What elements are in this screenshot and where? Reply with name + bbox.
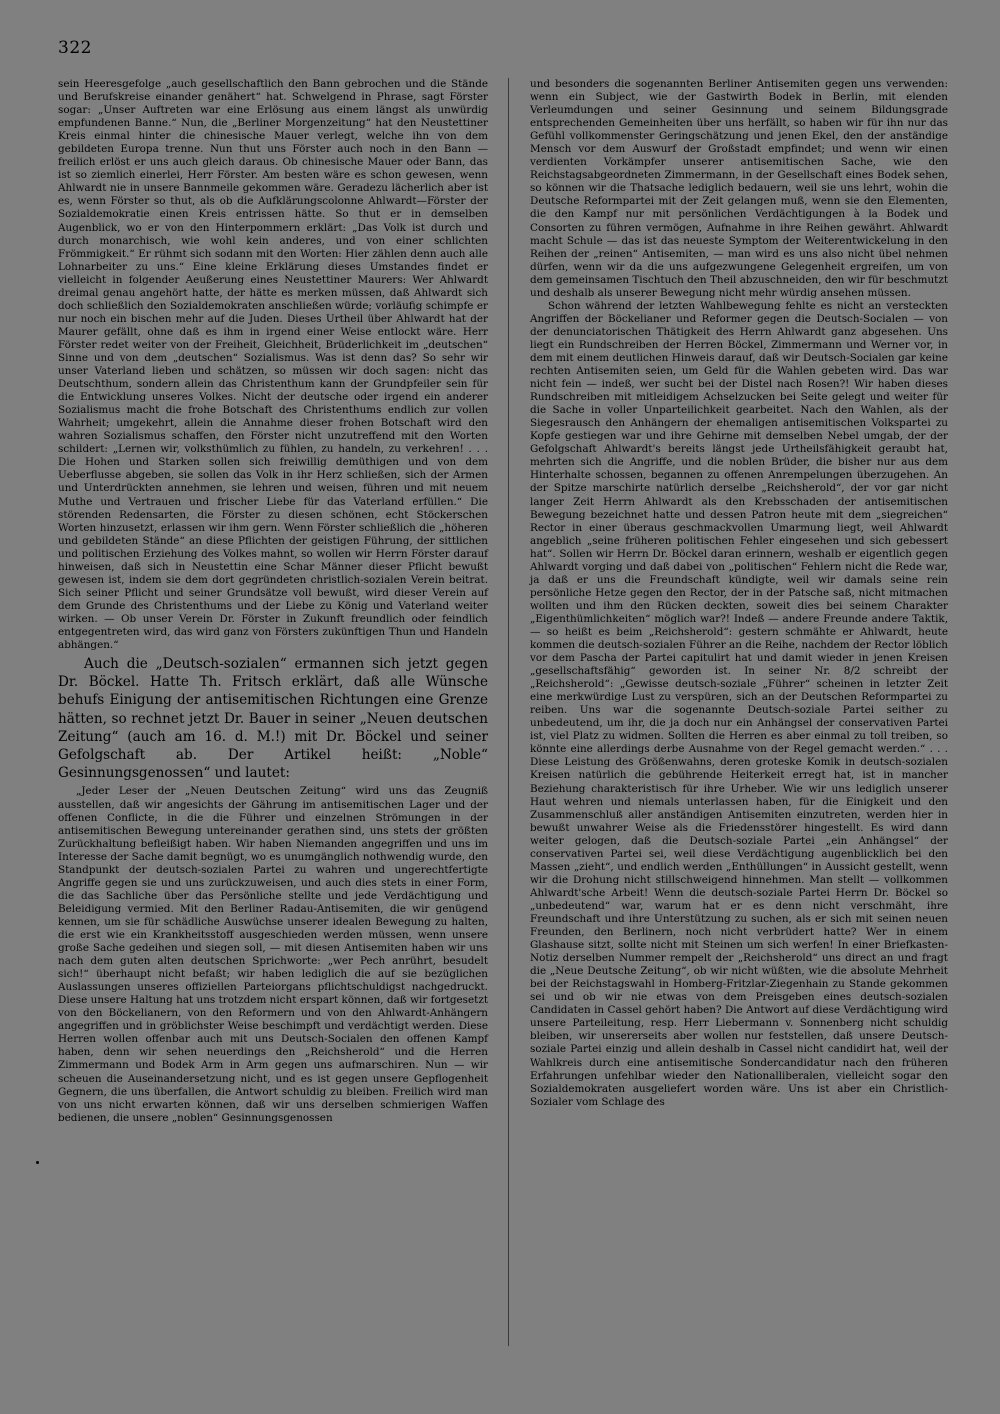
- quote-paragraph: „Jeder Leser der „Neuen Deutschen Zeitung“ wird uns das Zeugniß ausstellen, daß wir angesichts der Gährung im antisemitischen Lager und der offenen Conflicte, in die die Führer und einzelnen Strömungen in der antisemitischen Bewegung untereinander gerathen sind, uns stets der größten Zurückhaltung befleißigt haben. Wir haben Niemanden angegriffen und uns im Interesse der Sache damit begnügt, wo es unumgänglich nothwendig wurde, den Standpunkt der deutsch-sozialen Partei zu wahren und ungerechtfertigte Angriffe gegen sie und uns zurückzuweisen, und auch dies stets in einer Form, die das Sachliche über das Persönliche stellte und jede Verdächtigung und Beleidigung vermied. Mit den Berliner Radau-Antisemiten, die wir genügend kennen, um sie für schädliche Auswüchse unserer idealen Bewegung zu halten, die erst wie ein Krankheitsstoff ausgeschieden werden müssen, wenn unsere große Sache gedeihen und siegen soll, — mit diesen Antisemiten haben wir uns nach dem guten alten deutschen Sprichworte: „wer Pech anrührt, besudelt sich!“ überhaupt nicht befaßt; wir haben lediglich die auf sie bezüglichen Auslassungen unseres offiziellen Parteiorgans pflichtschuldigst nachgedruckt. Diese unsere Haltung hat uns trotzdem nicht erspart können, daß wir fortgesetzt von den Böckelianern, von den Reformern und von den Ahlwardt-Anhängern angegriffen und in gröblichster Weise beschimpft und verdächtigt werden. Diese Herren wollen offenbar auch mit uns Deutsch-Socialen den offenen Kampf haben, denn wir sehen neuerdings den „Reichsherold“ und die Herren Zimmermann und Bodek Arm in Arm gegen uns aufmarschiren. Nun — wir scheuen die Auseinandersetzung nicht, und es ist gegen unsere Gepflogenheit Gegnern, die uns überfallen, die Antwort schuldig zu bleiben. Freilich wird man von uns nicht erwarten können, daß wir uns derselben schmierigen Waffen bedienen, die unsere „noblen“ Gesinnungsgenossen: [58, 785, 488, 1124]
- right-column: [530, 78, 948, 1109]
- left-paragraph-1: sein Heeresgefolge „auch gesellschaftlich den Bann gebrochen und die Stände und Berufskreise einander genähert“ hat. Schwelgend in Phrase, sagt Förster sogar: „Unser Auftreten war eine Erlösung aus einem längst als unwürdig empfundenen Banne.“ Nun, die „Berliner Morgenzeitung“ hat den Neustettiner Kreis einmal hinter die chinesische Mauer verlegt, welche ihn von dem gebildeten Europa trenne. Nun thut uns Förster auch noch in den Bann — freilich erlöst er uns auch gleich daraus. Ob chinesische Mauer oder Bann, das ist so ziemlich einerlei, Herr Förster. Am besten wäre es schon gewesen, wenn Ahlwardt nie in unsere Bannmeile gekommen wäre. Geradezu lächerlich aber ist es, wenn Förster so thut, als ob die Aufklärungscolonne Ahlwardt—Förster der Sozialdemokratie einen Kreis entrissen hätte. So thut er in demselben Augenblick, wo er von den Hinterpommern erklärt: „Das Volk ist durch und durch monarchisch, wie wohl kein anderes, und von einer schlichten Frömmigkeit.“ Er rühmt sich sodann mit den Worten: Hier zählen denn auch alle Lohnarbeiter zu uns.“ Eine kleine Erklärung dieses Umstandes findet er vielleicht in folgender Aeußerung eines Neustettiner Maurers: Wer Ahlwardt dreimal genau angehört hatte, der hätte es merken müssen, daß Ahlwardt sich doch schließlich den Sozialdemokraten anschließen würde; vorläufig schimpfe er nur noch ein bischen mehr auf die Juden. Dieses Urtheil über Ahlwardt hat der Maurer gefällt, ohne daß es ihm in irgend einer Weise entlockt wäre. Herr Förster redet weiter von der Freiheit, Gleichheit, Brüderlichkeit im „deutschen“ Sinne und von dem „deutschen“ Sozialismus. Was ist denn das? So sehr wir unser Vaterland lieben und schätzen, so müssen wir doch sagen: nicht das Deutschthum, sondern allein das Christenthum kann der Grundpfeiler sein für die Entwicklung unseres Volkes. Nicht der deutsche oder irgend ein anderer Sozialismus macht die frohe Botschaft des Christenthums endlich zur vollen Wahrheit; umgekehrt, allein die Annahme dieser frohen Botschaft wird den wahren Sozialismus schaffen, den Förster nicht unzutreffend mit den Worten schildert: „Lernen wir, volksthümlich zu fühlen, zu handeln, zu verkehren! . . . Die Hohen und Starken sollen sich freiwillig demüthigen und von dem Ueberflusse abgeben, sie sollen das Volk in ihr Herz schließen, sich der Armen und Unterdrückten annehmen, sie lehren und weisen, führen und mit neuem Muthe und Vertrauen und frischer Liebe für das Vaterland erfüllen.“ Die störenden Redensarten, die Förster zu diesen schönen, echt Stöckerschen Worten hinzusetzt, erlassen wir ihm gern. Wenn Förster schließlich die „höheren und gebildeten Stände“ an diese Pflichten der geistigen Führung, der sittlichen und politischen Erziehung des Volkes mahnt, so wollen wir Herrn Förster darauf hinweisen, daß sich in Neustettin eine Schar Männer dieser Pflicht bewußt gewesen ist, indem sie dem dort gegründeten christlich-sozialen Verein beitrat. Sich seiner Pflicht und seiner Grundsätze voll bewußt, wird dieser Verein auf dem Grunde des Christenthums und der Liebe zu König und Vaterland weiter wirken. — Ob unser Verein Dr. Förster in Zukunft freundlich oder feindlich entgegentreten wird, das wird ganz von Försters zukünftigen Thun und Handeln abhängen.“: [58, 78, 488, 652]
- right-paragraph-2: Schon während der letzten Wahlbewegung fehlte es nicht an versteckten Angriffen der Böckelianer und Reformer gegen die Deutsch-Socialen — von der denunciatorischen Thätigkeit des Herrn Ahlwardt ganz abgesehen. Uns liegt ein Rundschreiben der Herren Böckel, Zimmermann und Werner vor, in dem mit einem deutlichen Hinweis darauf, daß wir Deutsch-Socialen gar keine rechten Antisemiten seien, um Geld für die Wahlen gebeten wird. Das war nicht fein — indeß, wer sucht bei der Distel nach Rosen?! Wir haben dieses Rundschreiben mit mitleidigem Achselzucken bei Seite gelegt und weiter für die Sache in voller Unparteilichkeit gearbeitet. Nach den Wahlen, als der Siegesrausch den Anhängern der ehemaligen antisemitischen Volkspartei zu Kopfe gestiegen war und ihre Gehirne mit demselben Nebel umgab, der der Gefolgschaft Ahlwardt's bereits längst jede Urtheilsfähigkeit geraubt hat, mehrten sich die Angriffe, und die noblen Brüder, die bisher nur aus dem Hinterhalte schossen, begannen zu offenen Anrempelungen überzugehen. An der Spitze marschirte natürlich derselbe „Reichsherold“, der vor gar nicht langer Zeit Herrn Ahlwardt als den Krebsschaden der antisemitischen Bewegung bezeichnet hatte und dessen Patron heute mit dem „siegreichen“ Rector in einer überaus geschmackvollen Umarmung liegt, weil Ahlwardt angeblich „seine früheren politischen Fehler eingesehen und sich gebessert hat“. Sollen wir Herrn Dr. Böckel daran erinnern, weshalb er eigentlich gegen Ahlwardt vorging und daß dabei von „politischen“ Fehlern nicht die Rede war, ja daß er uns die Freundschaft kündigte, weil wir damals seine rein persönliche Hetze gegen den Rector, der in der Patsche saß, nicht mitmachen wollten und ihm den Rücken deckten, soweit dies bei seinem Charakter „Eigenthümlichkeiten“ möglich war?! Indeß — andere Freunde andere Taktik, — so heißt es beim „Reichsherold“: gestern schmähte er Ahlwardt, heute kommen die deutsch-sozialen Führer an die Reihe, nachdem der Rector löblich vor dem Pascha der Partei capitulirt hat und damit wieder in jenen Kreisen „gesellschaftsfähig“ geworden ist. In seiner Nr. 8/2 schreibt der „Reichsherold“: „Gewisse deutsch-soziale „Führer“ scheinen in letzter Zeit eine merkwürdige Lust zu verspüren, sich an der Deutschen Reformpartei zu reiben. Uns war die sogenannte Deutsch-soziale Partei seither zu unbedeutend, um ihr, die ja doch nur ein Anhängsel der conservativen Partei ist, viel Platz zu widmen. Sollten die Herren es aber einmal zu toll treiben, so könnte eine allerdings derbe Ausnahme von der Regel gemacht werden.“ . . . Diese Leistung des Größenwahns, deren groteske Komik in deutsch-sozialen Kreisen natürlich die gebührende Heiterkeit erregt hat, ist in mancher Beziehung charakteristisch für ihre Urheber. Wie wir uns lediglich unserer Haut wehren und niemals unterlassen haben, für die Einigkeit und den Zusammenschluß aller anständigen Antisemiten einzutreten, werden hier in bewußt unwahrer Weise als die Friedensstörer hingestellt. Es wird dann weiter gelogen, daß die Deutsch-soziale Partei „ein Anhängsel“ der conservativen Partei sei, weil diese Verdächtigung augenblicklich bei den Massen „zieht“, und endlich werden „Enthüllungen“ in Aussicht gestellt, wenn wir die Drohung nicht stillschweigend hinnehmen. Man stellt — vollkommen Ahlwardt'sche Arbeit! Wenn die deutsch-soziale Partei Herrn Dr. Böckel so „unbedeutend“ war, warum hat er es denn nicht verschmäht, ihre Freundschaft und ihre Unterstützung zu suchen, als er sich mit seinen neuen Freunden, den Berlinern, noch nicht verbrüdert hatte? Wer in einem Glashause sitzt, sollte nicht mit Steinen um sich werfen! In einer Briefkasten-Notiz derselben Nummer rempelt der „Reichsherold“ uns direct an und fragt die „Neue Deutsche Zeitung“, ob wir nicht wüßten, wie die absolute Mehrheit bei der Reichstagswahl in Homberg-Fritzlar-Ziegenhain zu Stande gekommen sei und ob wir nie etwas von dem Preisgeben eines deutsch-sozialen Candidaten in Cassel gehört haben? Die Antwort auf diese Verdächtigung wird unsere Parteileitung, resp. Herr Liebermann v. Sonnenberg nicht schuldig bleiben, wir unsererseits aber wollen nur feststellen, daß unsere Deutsch-soziale Partei einzig und allein deshalb in Cassel nicht candidirt hat, weil der Wahlkreis durch eine antisemitische Sondercandidatur nach den früheren Erfahrungen unfehlbar wieder den Nationalliberalen, vielleicht sogar den Sozialdemokraten ausgeliefert worden wäre. Uns ist aber ein Christlich-Sozialer vom Schlage des: [530, 299, 948, 1108]
- left-column: [58, 78, 488, 1125]
- right-paragraph-1: und besonders die sogenannten Berliner Antisemiten gegen uns verwenden: wenn ein Subject, wie der Gastwirth Bodek in Berlin, mit elenden Verleumdungen und seiner Gesinnung und seinem Bildungsgrade entsprechenden Gemeinheiten über uns herfällt, so haben wir für ihn nur das Gefühl vollkommenster Geringschätzung und jenen Ekel, den der anständige Mensch vor dem Auswurf der Großstadt empfindet; und wenn wir einen verdienten Vorkämpfer unserer antisemitischen Sache, wie den Reichstagsabgeordneten Zimmermann, in der Gesellschaft eines Bodek sehen, so können wir die Thatsache lediglich bedauern, weil sie uns lehrt, wohin die Deutsche Reformpartei mit der Zeit gelangen muß, wenn sie den Elementen, die den Kampf nur mit persönlichen Verdächtigungen à la Bodek und Consorten zu führen vermögen, Aufnahme in ihre Reihen gewährt. Ahlwardt macht Schule — das ist das neueste Symptom der Weiterentwickelung in den Reihen der „reinen“ Antisemiten, — man wird es uns also nicht übel nehmen dürfen, wenn wir da die uns aufgezwungene Gelegenheit ergreifen, um von dem gemeinsamen Tischtuch den Theil abzuschneiden, den wir für beschmutzt und deshalb als unserer Bewegung nicht mehr würdig ansehen müssen.: [530, 78, 948, 299]
- column-divider: [508, 78, 509, 1346]
- margin-mark: [36, 1161, 39, 1164]
- lead-paragraph: Auch die „Deutsch-sozialen“ ermannen sich jetzt gegen Dr. Böckel. Hatte Th. Fritsch erklärt, daß alle Wünsche behufs Einigung der antisemitischen Richtungen eine Grenze hätten, so rechnet jetzt Dr. Bauer in seiner „Neuen deutschen Zeitung“ (auch am 16. d. M.!) mit Dr. Böckel und seiner Gefolgschaft ab. Der Artikel heißt: „Noble“ Gesinnungsgenossen“ und lautet:: [58, 656, 488, 782]
- page-number: 322: [58, 38, 92, 58]
